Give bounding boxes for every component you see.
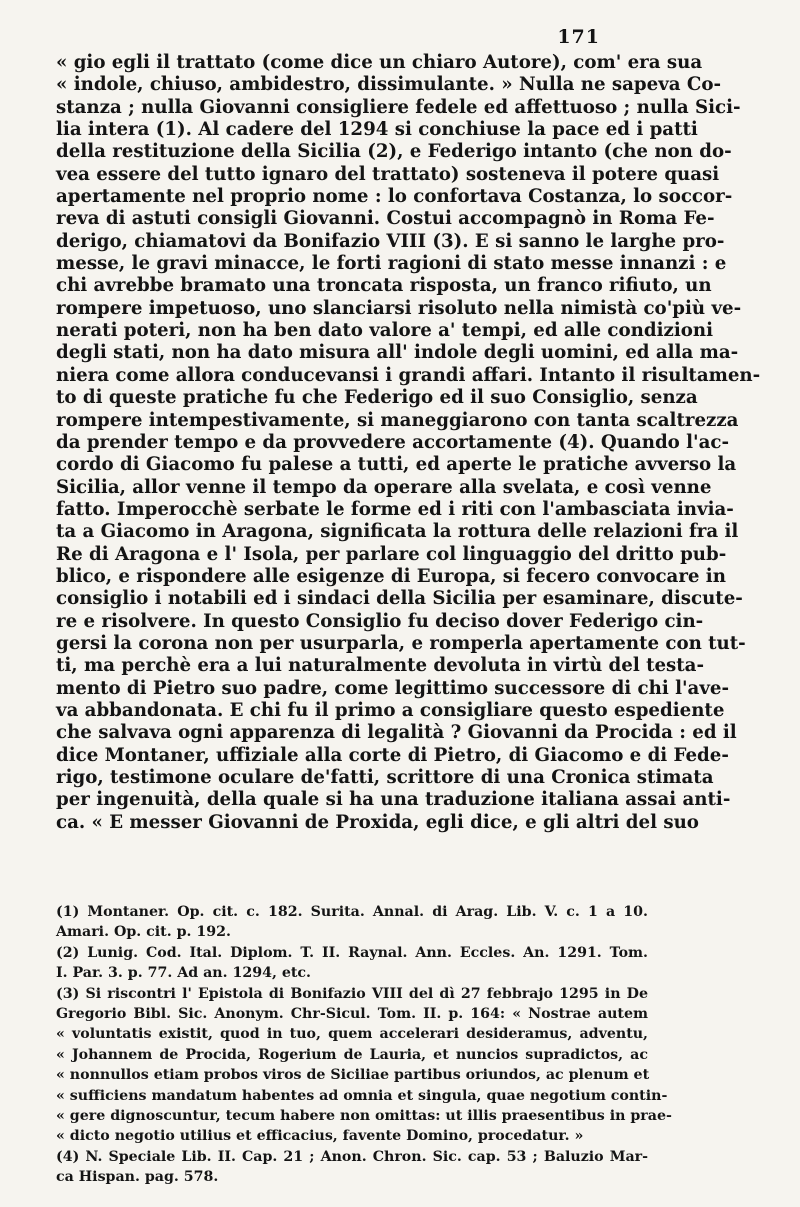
page-number: 171 [557,26,600,48]
footnote-line: Amari. Op. cit. p. 192. [56,924,231,941]
body-text [56,52,761,834]
footnote-line: (4) N. Speciale Lib. II. Cap. 21 ; Anon. Chron. Sic. cap. 53 ; Baluzio Mar- [56,1148,648,1165]
body-line: « gio egli il trattato (come dice un chiaro Autore), com' era sua [56,52,703,73]
body-line: degli stati, non ha dato misura all' indole degli uomini, ed alla ma- [56,342,739,364]
body-line: ca. « E messer Giovanni de Proxida, egli dice, e gli altri del suo [56,811,699,833]
body-line: che salvava ogni apparenza di legalità ? Giovanni da Procida : ed il [56,722,737,744]
footnotes [56,902,672,1187]
body-line: niera come allora conducevansi i grandi affari. Intanto il risultamen- [56,364,761,386]
body-line: della restituzione della Sicilia (2), e Federigo intanto (che non do- [56,141,732,163]
footnote-line: (2) Lunig. Cod. Ital. Diplom. T. II. Raynal. Ann. Eccles. An. 1291. Tom. [56,944,648,961]
body-line: ta a Giacomo in Aragona, significata la rottura delle relazioni fra il [56,521,739,543]
body-line: stanza ; nulla Giovanni consigliere fedele ed affettuoso ; nulla Sici- [56,96,741,118]
footnote-line: I. Par. 3. p. 77. Ad an. 1294, etc. [56,965,311,982]
footnote-line: (3) Si riscontri l' Epistola di Bonifazio VIII del dì 27 febbrajo 1295 in De [56,985,648,1002]
body-line: « indole, chiuso, ambidestro, dissimulante. » Nulla ne sapeva Co- [56,74,722,96]
footnote-line: « Johannem de Procida, Rogerium de Lauria, et nuncios supradictos, ac [56,1046,648,1063]
body-line: da prender tempo e da provvedere accortamente (4). Quando l'ac- [56,431,730,453]
body-line: dice Montaner, uffiziale alla corte di Pietro, di Giacomo e di Fede- [56,744,729,766]
footnote-line: « sufficiens mandatum habentes ad omnia et singula, quae negotium contin- [56,1087,668,1104]
body-line: per ingenuità, della quale si ha una traduzione italiana assai anti- [56,789,731,811]
body-line: Re di Aragona e l' Isola, per parlare col linguaggio del dritto pub- [56,543,727,565]
body-line: ti, ma perchè era a lui naturalmente devoluta in virtù del testa- [56,655,705,677]
body-line: rompere impetuoso, uno slanciarsi risoluto nella nimistà co'più ve- [56,297,742,319]
body-line: rigo, testimone oculare de'fatti, scrittore di una Cronica stimata [56,767,714,788]
body-line: reva di astuti consigli Giovanni. Costui accompagnò in Roma Fe- [56,208,715,230]
body-line: derigo, chiamatovi da Bonifazio VIII (3). E si sanno le larghe pro- [56,230,725,252]
body-line: va abbandonata. E chi fu il primo a consigliare questo espediente [56,699,725,721]
body-line: Sicilia, allor venne il tempo da operare alla svelata, e così venne [56,476,712,498]
body-line: chi avrebbe bramato una troncata risposta, un franco rifiuto, un [56,275,712,297]
body-line: apertamente nel proprio nome : lo confortava Costanza, lo soccor- [56,186,733,208]
body-line: messe, le gravi minacce, le forti ragioni di stato messe innanzi : e [56,253,727,275]
body-line: mento di Pietro suo padre, come legittimo successore di chi l'ave- [56,677,730,699]
footnote-line: (1) Montaner. Op. cit. c. 182. Surita. Annal. di Arag. Lib. V. c. 1 a 10. [56,904,648,920]
body-line: consiglio i notabili ed i sindaci della Sicilia per esaminare, discute- [56,588,743,610]
footnote-line: « voluntatis existit, quod in tuo, quem accelerari desideramus, adventu, [56,1026,648,1043]
body-line: gersi la corona non per usurparla, e romperla apertamente con tut- [56,632,746,654]
body-line: rompere intempestivamente, si maneggiarono con tanta scaltrezza [56,409,739,431]
body-line: blico, e rispondere alle esigenze di Europa, si fecero convocare in [56,565,726,587]
footnote-line: ca Hispan. pag. 578. [56,1169,219,1186]
body-line: to di queste pratiche fu che Federigo ed il suo Consiglio, senza [56,387,698,409]
body-line: cordo di Giacomo fu palese a tutti, ed aperte le pratiche avverso la [56,454,737,476]
footnote-line: Gregorio Bibl. Sic. Anonym. Chr-Sicul. Tom. II. p. 164: « Nostrae autem [56,1005,648,1022]
footnote-line: « nonnullos etiam probos viros de Siciliae partibus oriundos, ac plenum et [56,1067,650,1084]
body-line: vea essere del tutto ignaro del trattato) sosteneva il potere quasi [56,163,720,185]
body-line: lia intera (1). Al cadere del 1294 si conchiuse la pace ed i patti [56,119,698,141]
body-line: re e risolvere. In questo Consiglio fu deciso dover Federigo cin- [56,610,704,632]
footnote-line: « dicto negotio utilius et efficacius, favente Domino, procedatur. » [56,1128,584,1145]
body-line: nerati poteri, non ha ben dato valore a' tempi, ed alle condizioni [56,320,713,342]
body-line: fatto. Imperocchè serbate le forme ed i riti con l'ambasciata invia- [56,498,734,520]
footnote-line: « gere dignoscuntur, tecum habere non omittas: ut illis praesentibus in prae- [56,1107,672,1124]
